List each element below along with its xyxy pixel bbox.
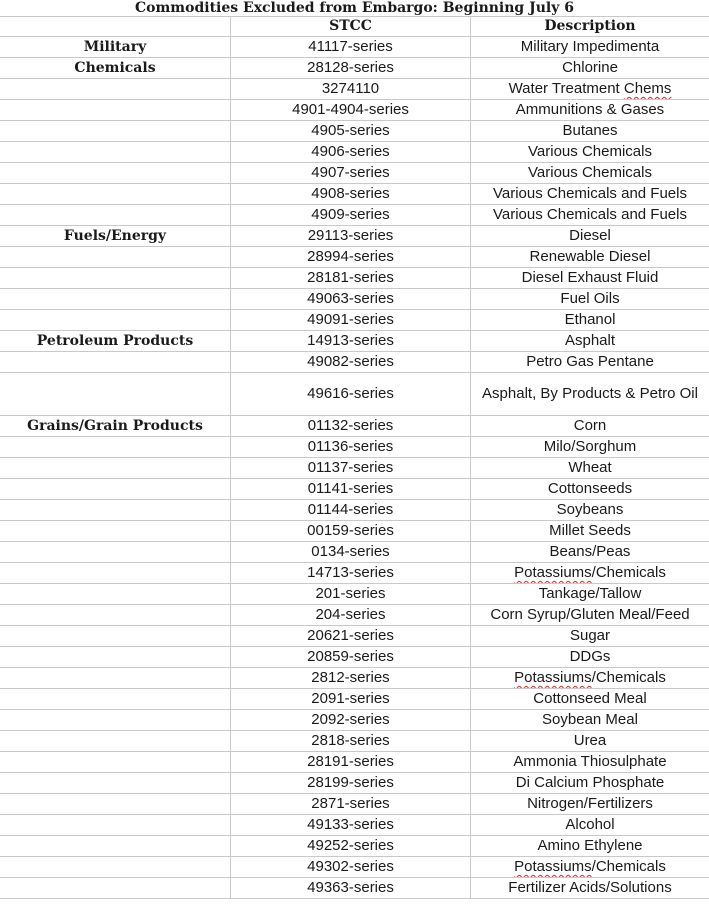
category-cell[interactable] — [0, 142, 231, 163]
description-cell[interactable]: Various Chemicals and Fuels — [471, 184, 709, 205]
description-cell[interactable]: Ammonia Thiosulphate — [471, 752, 709, 773]
description-cell[interactable]: Water Treatment Chems — [471, 79, 709, 100]
description-cell[interactable]: Di Calcium Phosphate — [471, 773, 709, 794]
description-cell[interactable]: Alcohol — [471, 815, 709, 836]
table-row — [0, 184, 709, 205]
table-row — [0, 205, 709, 226]
category-cell[interactable]: Petroleum Products — [0, 331, 231, 352]
table-row — [0, 142, 709, 163]
description-cell[interactable]: Beans/Peas — [471, 542, 709, 563]
stcc-cell[interactable]: 01136-series — [231, 437, 471, 458]
stcc-cell[interactable]: 20859-series — [231, 647, 471, 668]
category-cell[interactable] — [0, 773, 231, 794]
table-row — [0, 605, 709, 626]
category-cell[interactable]: Fuels/Energy — [0, 226, 231, 247]
stcc-cell[interactable]: 01141-series — [231, 479, 471, 500]
header-description[interactable]: Description — [471, 17, 709, 37]
stcc-cell[interactable]: 28128-series — [231, 58, 471, 79]
stcc-cell[interactable]: 204-series — [231, 605, 471, 626]
header-row — [0, 17, 709, 37]
stcc-cell[interactable]: 28191-series — [231, 752, 471, 773]
table-row — [0, 289, 709, 310]
table-row — [0, 710, 709, 731]
category-cell[interactable] — [0, 268, 231, 289]
category-cell[interactable] — [0, 100, 231, 121]
stcc-cell[interactable]: 28994-series — [231, 247, 471, 268]
category-cell[interactable] — [0, 668, 231, 689]
table-row — [0, 37, 709, 58]
table-row — [0, 815, 709, 836]
category-cell[interactable]: Grains/Grain Products — [0, 416, 231, 437]
table-row — [0, 878, 709, 899]
stcc-cell[interactable]: 41117-series — [231, 37, 471, 58]
table-row — [0, 794, 709, 815]
table-row — [0, 247, 709, 268]
category-cell[interactable] — [0, 794, 231, 815]
stcc-cell[interactable]: 14713-series — [231, 563, 471, 584]
category-cell[interactable] — [0, 647, 231, 668]
stcc-cell[interactable]: 49082-series — [231, 352, 471, 373]
spellcheck-underline: Chems — [623, 80, 672, 97]
header-stcc[interactable]: STCC — [231, 17, 471, 37]
stcc-cell[interactable]: 01132-series — [231, 416, 471, 437]
stcc-cell[interactable]: 4906-series — [231, 142, 471, 163]
stcc-cell[interactable]: 2871-series — [231, 794, 471, 815]
table-row — [0, 857, 709, 878]
category-cell[interactable] — [0, 752, 231, 773]
table-row — [0, 752, 709, 773]
description-cell[interactable]: Corn — [471, 416, 709, 437]
category-cell[interactable] — [0, 479, 231, 500]
stcc-cell[interactable]: 2818-series — [231, 731, 471, 752]
category-cell[interactable] — [0, 542, 231, 563]
description-cell[interactable]: Ammunitions & Gases — [471, 100, 709, 121]
stcc-cell[interactable]: 00159-series — [231, 521, 471, 542]
description-cell[interactable]: DDGs — [471, 647, 709, 668]
category-cell[interactable] — [0, 310, 231, 331]
description-cell[interactable]: Corn Syrup/Gluten Meal/Feed — [471, 605, 709, 626]
category-cell[interactable] — [0, 247, 231, 268]
description-cell[interactable]: Petro Gas Pentane — [471, 352, 709, 373]
description-cell[interactable]: Fertilizer Acids/Solutions — [471, 878, 709, 899]
sheet-title[interactable]: Commodities Excluded from Embargo: Beginning July 6 — [0, 0, 709, 17]
category-cell[interactable] — [0, 836, 231, 857]
description-cell[interactable]: Urea — [471, 731, 709, 752]
table-row — [0, 226, 709, 247]
description-cell[interactable]: Soybeans — [471, 500, 709, 521]
table-row — [0, 584, 709, 605]
stcc-cell[interactable]: 49363-series — [231, 878, 471, 899]
stcc-cell[interactable]: 49302-series — [231, 857, 471, 878]
description-cell[interactable]: Wheat — [471, 458, 709, 479]
table-row — [0, 836, 709, 857]
table-row — [0, 689, 709, 710]
stcc-cell[interactable]: 01137-series — [231, 458, 471, 479]
category-cell[interactable] — [0, 437, 231, 458]
category-cell[interactable] — [0, 710, 231, 731]
description-cell[interactable]: Renewable Diesel — [471, 247, 709, 268]
spellcheck-underline: Potassiums — [514, 564, 592, 581]
stcc-cell[interactable]: 28199-series — [231, 773, 471, 794]
category-cell[interactable] — [0, 184, 231, 205]
stcc-cell[interactable]: 20621-series — [231, 626, 471, 647]
description-cell[interactable]: Cottonseeds — [471, 479, 709, 500]
category-cell[interactable] — [0, 584, 231, 605]
stcc-cell[interactable]: 3274110 — [231, 79, 471, 100]
table-row — [0, 500, 709, 521]
category-cell[interactable]: Military — [0, 37, 231, 58]
table-row — [0, 163, 709, 184]
description-cell[interactable]: Military Impedimenta — [471, 37, 709, 58]
category-cell[interactable] — [0, 563, 231, 584]
table-row — [0, 521, 709, 542]
table-row — [0, 731, 709, 752]
category-cell[interactable] — [0, 121, 231, 142]
table-row — [0, 416, 709, 437]
category-cell[interactable] — [0, 815, 231, 836]
table-row — [0, 79, 709, 100]
description-cell[interactable]: Diesel Exhaust Fluid — [471, 268, 709, 289]
stcc-cell[interactable]: 49091-series — [231, 310, 471, 331]
table-row — [0, 352, 709, 373]
table-row — [0, 458, 709, 479]
description-cell[interactable]: Ethanol — [471, 310, 709, 331]
description-cell[interactable]: Various Chemicals — [471, 163, 709, 184]
table-row — [0, 563, 709, 584]
table-row — [0, 626, 709, 647]
description-cell[interactable]: Potassiums/Chemicals — [471, 668, 709, 689]
description-cell[interactable]: Potassiums/Chemicals — [471, 563, 709, 584]
category-cell[interactable] — [0, 605, 231, 626]
category-cell[interactable] — [0, 731, 231, 752]
stcc-cell[interactable]: 4901-4904-series — [231, 100, 471, 121]
category-cell[interactable] — [0, 352, 231, 373]
table-row — [0, 773, 709, 794]
stcc-cell[interactable]: 49616-series — [231, 373, 471, 416]
category-cell[interactable] — [0, 878, 231, 899]
table-row — [0, 437, 709, 458]
spellcheck-underline: Potassiums — [514, 858, 592, 875]
stcc-cell[interactable]: 01144-series — [231, 500, 471, 521]
stcc-cell[interactable]: 4908-series — [231, 184, 471, 205]
spellcheck-underline: Potassiums — [514, 669, 592, 686]
stcc-cell[interactable]: 2091-series — [231, 689, 471, 710]
table-row — [0, 58, 709, 79]
table-row — [0, 479, 709, 500]
description-cell[interactable]: Potassiums/Chemicals — [471, 857, 709, 878]
description-cell[interactable]: Various Chemicals — [471, 142, 709, 163]
table-row — [0, 310, 709, 331]
category-cell[interactable] — [0, 521, 231, 542]
category-cell[interactable] — [0, 373, 231, 416]
description-cell[interactable]: Amino Ethylene — [471, 836, 709, 857]
category-cell[interactable] — [0, 689, 231, 710]
category-cell[interactable] — [0, 205, 231, 226]
stcc-cell[interactable]: 29113-series — [231, 226, 471, 247]
stcc-cell[interactable]: 201-series — [231, 584, 471, 605]
stcc-cell[interactable]: 14913-series — [231, 331, 471, 352]
stcc-cell[interactable]: 4905-series — [231, 121, 471, 142]
description-cell[interactable]: Asphalt — [471, 331, 709, 352]
category-cell[interactable] — [0, 289, 231, 310]
description-cell[interactable]: Sugar — [471, 626, 709, 647]
table-row — [0, 121, 709, 142]
description-cell[interactable]: Soybean Meal — [471, 710, 709, 731]
stcc-cell[interactable]: 2812-series — [231, 668, 471, 689]
description-cell[interactable]: Diesel — [471, 226, 709, 247]
description-cell[interactable]: Fuel Oils — [471, 289, 709, 310]
table-row — [0, 647, 709, 668]
table-row — [0, 668, 709, 689]
stcc-cell[interactable]: 49063-series — [231, 289, 471, 310]
stcc-cell[interactable]: 0134-series — [231, 542, 471, 563]
description-cell[interactable]: Butanes — [471, 121, 709, 142]
stcc-cell[interactable]: 49133-series — [231, 815, 471, 836]
description-cell[interactable]: Millet Seeds — [471, 521, 709, 542]
description-cell[interactable]: Cottonseed Meal — [471, 689, 709, 710]
table-row — [0, 542, 709, 563]
category-cell[interactable] — [0, 500, 231, 521]
description-cell[interactable]: Nitrogen/Fertilizers — [471, 794, 709, 815]
stcc-cell[interactable]: 4907-series — [231, 163, 471, 184]
description-cell[interactable]: Various Chemicals and Fuels — [471, 205, 709, 226]
category-cell[interactable] — [0, 79, 231, 100]
category-cell[interactable] — [0, 626, 231, 647]
header-category[interactable] — [0, 17, 231, 37]
description-cell[interactable]: Tankage/Tallow — [471, 584, 709, 605]
table-row — [0, 268, 709, 289]
stcc-cell[interactable]: 4909-series — [231, 205, 471, 226]
stcc-cell[interactable]: 28181-series — [231, 268, 471, 289]
description-cell[interactable]: Asphalt, By Products & Petro Oil — [471, 373, 709, 416]
category-cell[interactable] — [0, 458, 231, 479]
category-cell[interactable] — [0, 857, 231, 878]
stcc-cell[interactable]: 49252-series — [231, 836, 471, 857]
stcc-cell[interactable]: 2092-series — [231, 710, 471, 731]
description-cell[interactable]: Milo/Sorghum — [471, 437, 709, 458]
category-cell[interactable]: Chemicals — [0, 58, 231, 79]
table-row — [0, 331, 709, 352]
commodities-table — [0, 17, 709, 899]
category-cell[interactable] — [0, 163, 231, 184]
table-row — [0, 373, 709, 416]
table-row — [0, 100, 709, 121]
description-cell[interactable]: Chlorine — [471, 58, 709, 79]
